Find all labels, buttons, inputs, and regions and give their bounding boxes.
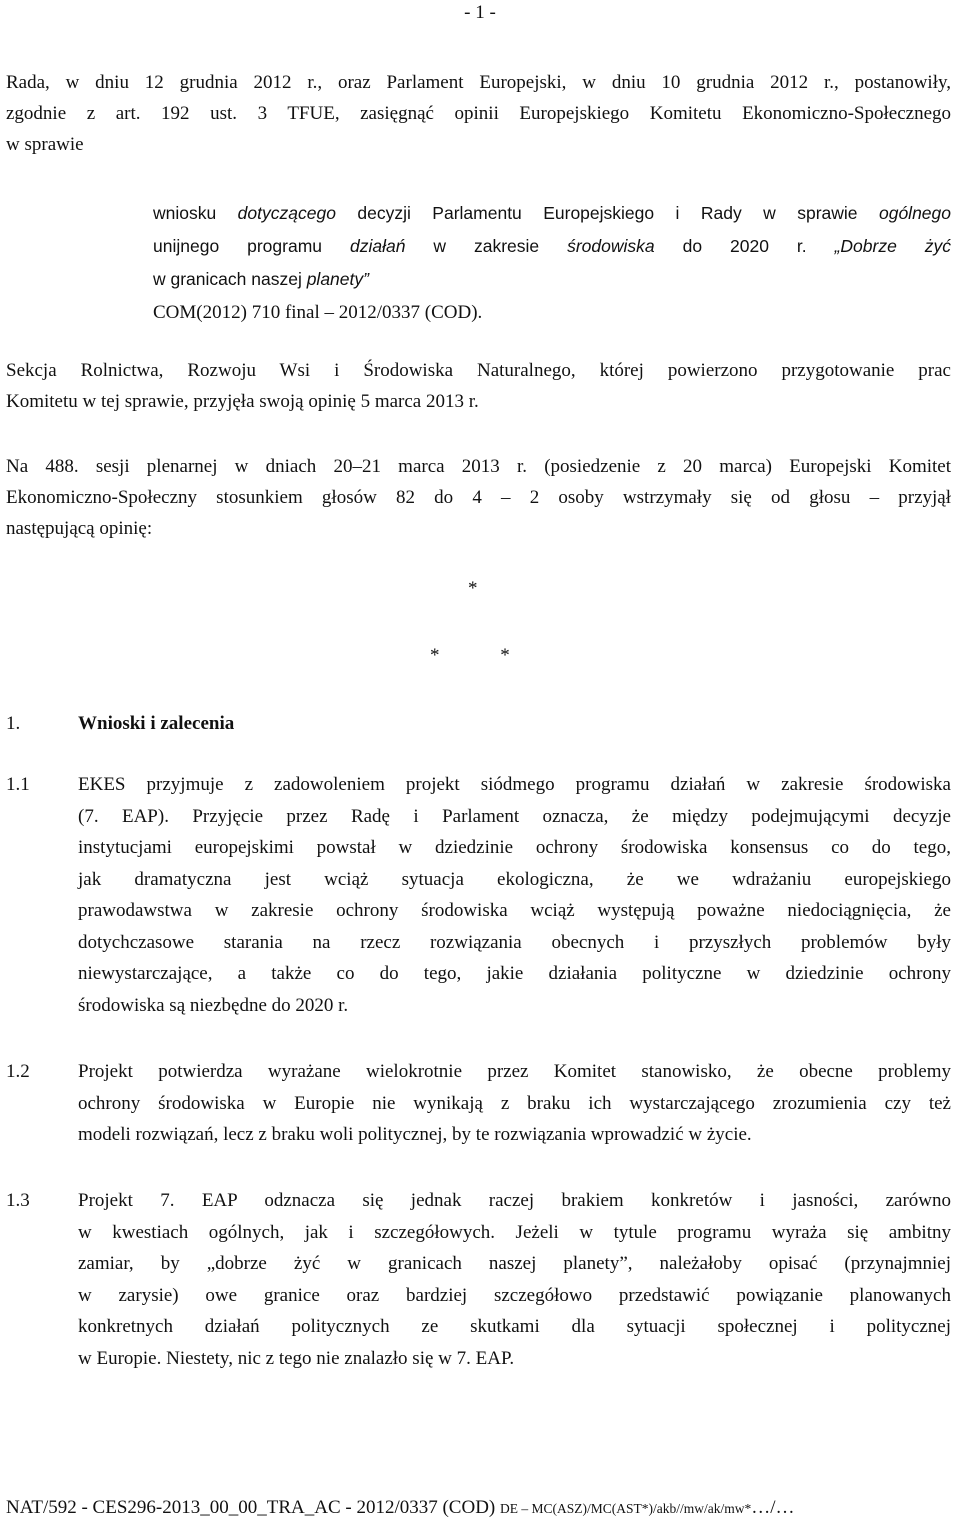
proposal-line: wniosku dotyczącego decyzji Parlamentu Europejskiego i Rady w sprawie ogólnego [153,203,952,223]
proposal-line: w granicach naszej planety” [153,269,369,289]
item-line: Projekt 7. EAP odznacza się jednak raczej brakiem konkretów i jasności, zarówno [78,1190,951,1211]
proposal-reference: COM(2012) 710 final – 2012/0337 (COD). [153,302,483,323]
proposal-title [153,197,951,329]
section-line: Sekcja Rolnictwa, Rozwoju Wsi i Środowiska Naturalnego, której powierzono przygotowanie prac [6,360,951,381]
item-line: prawodawstwa w zakresie ochrony środowiska wciąż występują poważne niedociągnięcia, że [78,900,951,921]
plenary-paragraph [6,451,951,544]
item-body [78,769,951,1021]
list-item [6,1185,951,1374]
plenary-line: Ekonomiczno-Społeczny stosunkiem głosów 82 do 4 – 2 osoby wstrzymały się od głosu – przyjął [6,487,951,508]
heading-number: 1. [6,713,21,734]
item-line: instytucjami europejskimi powstał w dziedzinie ochrony środowiska konsensus co do tego, [78,837,951,858]
item-line: w kwestiach ogólnych, jak i szczegółowych. Jeżeli w tytule programu wyraża się ambitny [78,1221,951,1243]
plenary-line: następującą opinię: [6,518,153,539]
item-body [78,1056,951,1151]
item-line: środowiska są niezbędne do 2020 r. [78,994,349,1016]
item-line: dotychczasowe starania na rzecz rozwiązania obecnych i przyszłych problemów były [78,931,951,953]
item-body [78,1185,951,1374]
separator-star-top: * [468,578,478,599]
section-paragraph [6,355,951,417]
footer-initials: DE – MC(ASZ)/MC(AST*)/akb//mw/ak/mw* [500,1501,752,1516]
item-line: (7. EAP). Przyjęcie przez Radę i Parlament oznacza, że między podejmującymi decyzje [78,805,951,827]
intro-line: Rada, w dniu 12 grudnia 2012 r., oraz Parlament Europejski, w dniu 10 grudnia 2012 r., postanowiły, [6,72,951,93]
list-item [6,1056,951,1151]
item-number: 1.2 [6,1061,30,1082]
intro-line: zgodnie z art. 192 ust. 3 TFUE, zasięgnąć opinii Europejskiego Komitetu Ekonomiczno-Społecznego [6,103,951,124]
item-line: w zarysie) owe granice oraz bardziej szczegółowo przedstawić powiązanie planowanych [78,1284,951,1306]
list-item [6,769,951,1021]
footer-continuation: …/… [751,1497,795,1518]
item-line: ochrony środowiska w Europie nie wynikają z braku ich wystarczającego zrozumienia czy też [78,1092,951,1114]
footer-reference: NAT/592 - CES296-2013_00_00_TRA_AC - 2012/0337 (COD) [6,1497,500,1518]
section-line: Komitetu w tej sprawie, przyjęła swoją opinię 5 marca 2013 r. [6,391,479,412]
heading-title: Wnioski i zalecenia [78,713,235,734]
document-footer [6,1497,795,1519]
plenary-line: Na 488. sesji plenarnej w dniach 20–21 marca 2013 r. (posiedzenie z 20 marca) Europejski Komitet [6,456,951,477]
item-line: konkretnych działań politycznych ze skutkami dla sytuacji społecznej i politycznej [78,1316,951,1337]
item-line: niewystarczające, a także co do tego, jakie działania polityczne w dziedzinie ochrony [78,963,951,984]
intro-paragraph [6,67,951,160]
item-line: EKES przyjmuje z zadowoleniem projekt siódmego programu działań w zakresie środowiska [78,774,951,795]
section-heading [6,708,234,739]
separator-star-bottom: * * [430,645,510,666]
proposal-line: unijnego programu działań w zakresie środowiska do 2020 r. „Dobrze żyć [153,236,952,256]
item-number: 1.3 [6,1190,30,1211]
page-number: - 1 - [464,2,496,23]
item-line: zamiar, by „dobrze żyć w granicach naszej planety”, należałoby opisać (przynajmniej [78,1253,951,1274]
item-line: w Europie. Niestety, nic z tego nie znalazło się w 7. EAP. [78,1347,515,1369]
intro-line: w sprawie [6,134,84,155]
item-line: modeli rozwiązań, lecz z braku woli politycznej, by te rozwiązania wprowadzić w życie. [78,1124,752,1145]
item-number: 1.1 [6,774,30,795]
item-line: jak dramatyczna jest wciąż sytuacja ekologiczna, że we wdrażaniu europejskiego [78,868,951,890]
item-line: Projekt potwierdza wyrażane wielokrotnie przez Komitet stanowisko, że obecne problemy [78,1061,951,1082]
